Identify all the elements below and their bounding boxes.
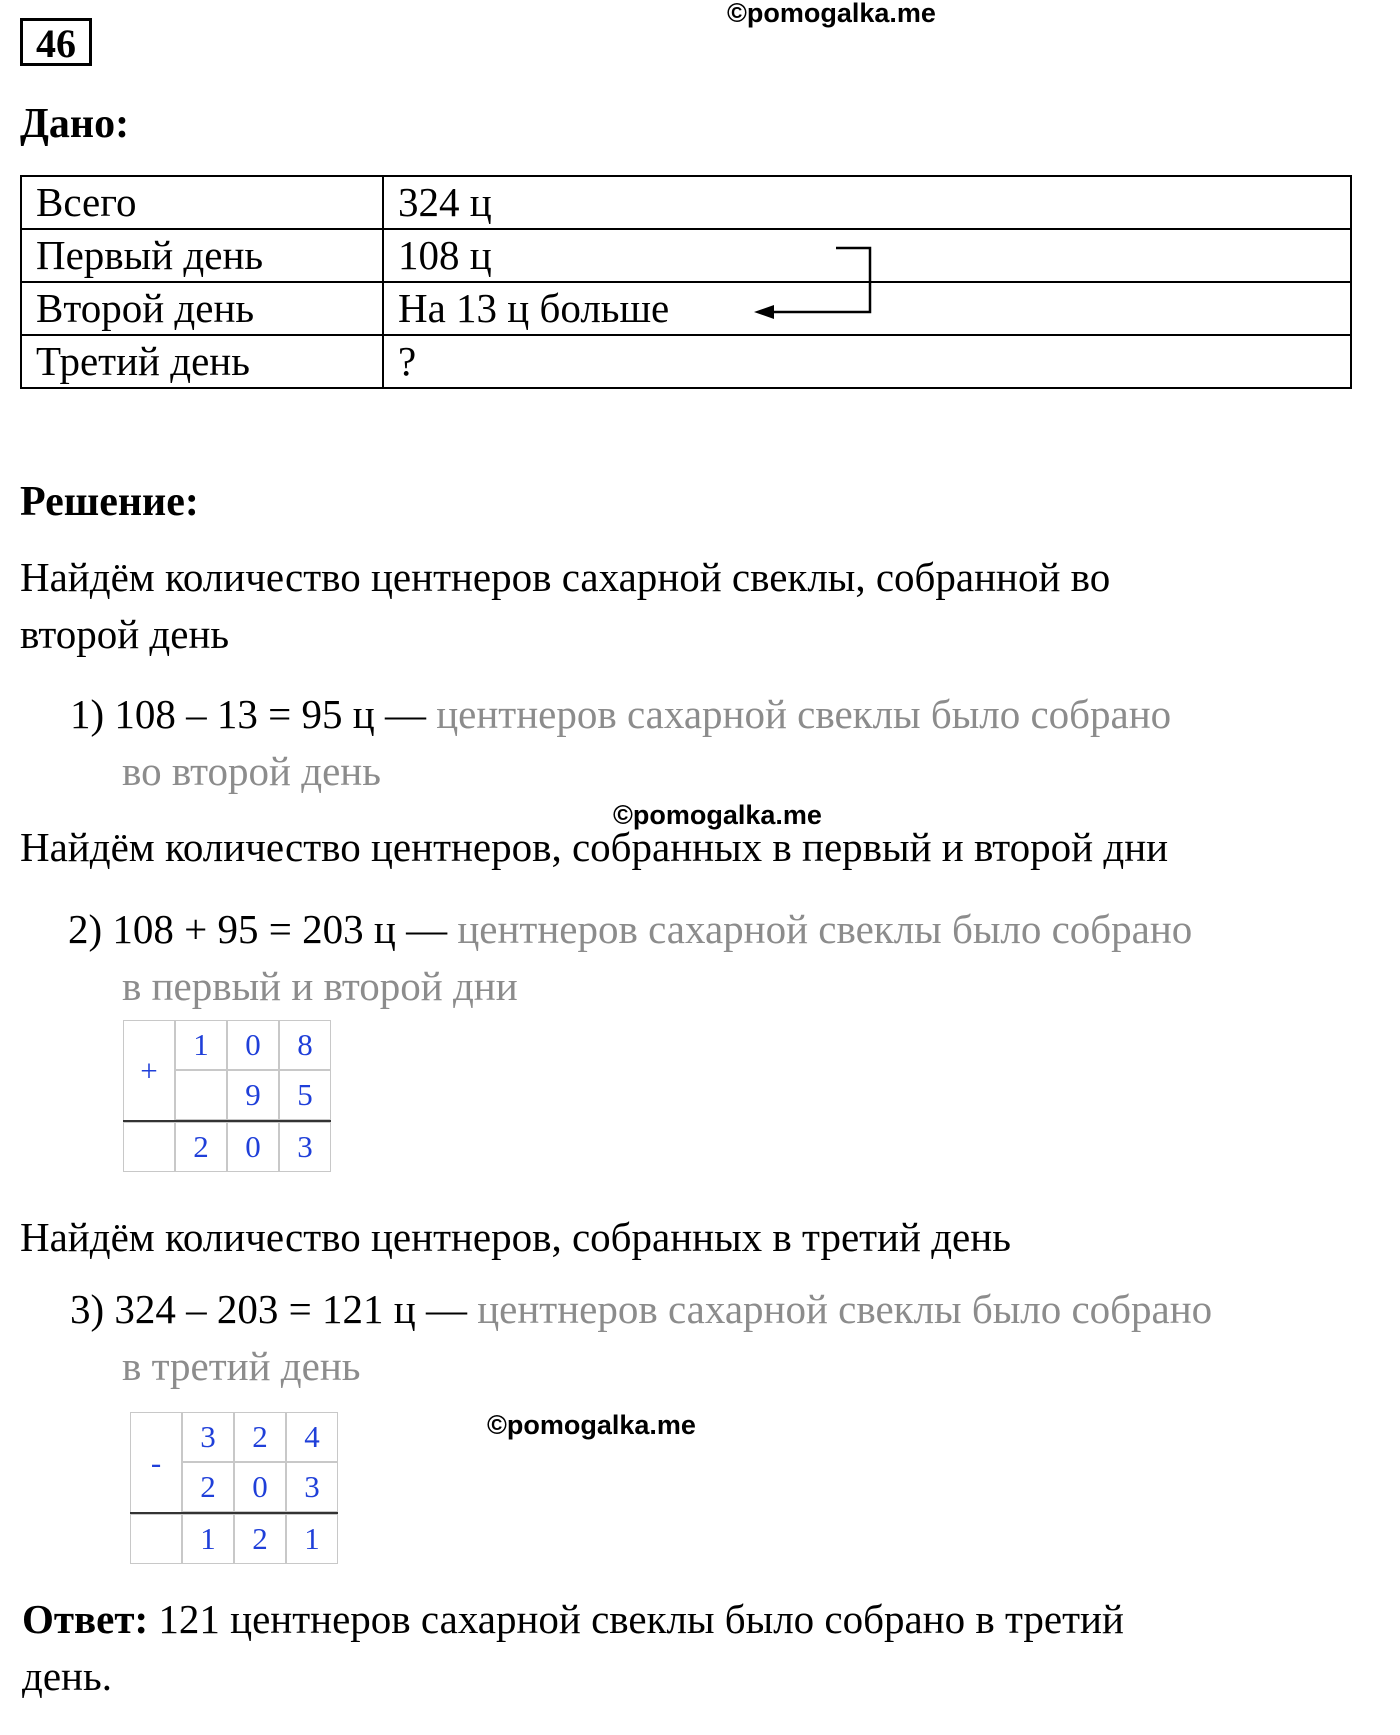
digit-cell: 8 bbox=[279, 1020, 331, 1070]
step3 bbox=[70, 1285, 1212, 1333]
row-label: Второй день bbox=[21, 282, 383, 335]
step3-expression: 3) 324 – 203 = 121 ц — bbox=[70, 1286, 467, 1332]
digit-cell: 0 bbox=[234, 1462, 286, 1512]
digit-cell: 3 bbox=[286, 1462, 338, 1512]
column-subtraction bbox=[130, 1412, 340, 1567]
given-title: Дано: bbox=[20, 101, 130, 147]
row-value: 324 ц bbox=[383, 176, 1351, 229]
digit-cell: 9 bbox=[227, 1070, 279, 1120]
step2 bbox=[68, 905, 1192, 953]
digit-cell: 0 bbox=[227, 1020, 279, 1070]
table-row bbox=[21, 176, 1351, 229]
digit-cell: 1 bbox=[175, 1020, 227, 1070]
empty-cell bbox=[130, 1514, 182, 1564]
step3-description-line2: в третий день bbox=[122, 1343, 361, 1389]
answer-label: Ответ: bbox=[22, 1596, 149, 1642]
solution-title: Решение: bbox=[20, 479, 199, 525]
digit-cell bbox=[175, 1070, 227, 1120]
result-digit: 1 bbox=[182, 1514, 234, 1564]
watermark-middle: ©pomogalka.me bbox=[613, 800, 822, 830]
step1 bbox=[70, 690, 1171, 738]
step3-description: центнеров сахарной свеклы было собрано bbox=[477, 1286, 1213, 1332]
row-value: ? bbox=[383, 335, 1351, 388]
answer bbox=[22, 1595, 1124, 1643]
result-digit: 2 bbox=[234, 1514, 286, 1564]
problem-number: 46 bbox=[20, 18, 92, 66]
plus-sign: + bbox=[140, 1053, 158, 1088]
digit-cell: 2 bbox=[182, 1462, 234, 1512]
answer-text-line2: день. bbox=[22, 1653, 112, 1699]
step1-expression: 1) 108 – 13 = 95 ц — bbox=[70, 691, 426, 737]
watermark-top: ©pomogalka.me bbox=[727, 0, 936, 28]
row-value: 108 ц bbox=[383, 229, 1351, 282]
row-label: Первый день bbox=[21, 229, 383, 282]
result-digit: 2 bbox=[175, 1122, 227, 1172]
operator-cell bbox=[130, 1412, 182, 1512]
intro-step1-line2: второй день bbox=[20, 611, 230, 657]
empty-cell bbox=[123, 1122, 175, 1172]
result-digit: 1 bbox=[286, 1514, 338, 1564]
digit-cell: 2 bbox=[234, 1412, 286, 1462]
step2-description: центнеров сахарной свеклы было собрано bbox=[457, 906, 1193, 952]
step1-description: центнеров сахарной свеклы было собрано bbox=[436, 691, 1172, 737]
table-row bbox=[21, 229, 1351, 282]
answer-text: 121 центнеров сахарной свеклы было собрано в третий bbox=[148, 1596, 1124, 1642]
given-table bbox=[20, 175, 1352, 389]
step2-expression: 2) 108 + 95 = 203 ц — bbox=[68, 906, 448, 952]
intro-step2: Найдём количество центнеров, собранных в первый и второй дни bbox=[20, 824, 1169, 870]
watermark-bottom: ©pomogalka.me bbox=[487, 1410, 696, 1440]
result-digit: 3 bbox=[279, 1122, 331, 1172]
intro-step3: Найдём количество центнеров, собранных в третий день bbox=[20, 1214, 1011, 1260]
table-row bbox=[21, 282, 1351, 335]
table-row bbox=[21, 335, 1351, 388]
row-label: Третий день bbox=[21, 335, 383, 388]
result-digit: 0 bbox=[227, 1122, 279, 1172]
digit-cell: 4 bbox=[286, 1412, 338, 1462]
operator-cell bbox=[123, 1020, 175, 1120]
intro-step1-line1: Найдём количество центнеров сахарной свеклы, собранной во bbox=[20, 554, 1111, 600]
digit-cell: 5 bbox=[279, 1070, 331, 1120]
digit-cell: 3 bbox=[182, 1412, 234, 1462]
step1-description-line2: во второй день bbox=[122, 748, 381, 794]
column-addition bbox=[123, 1020, 333, 1175]
comparison-arrow-icon bbox=[740, 240, 880, 320]
row-label: Всего bbox=[21, 176, 383, 229]
row-value: На 13 ц больше bbox=[383, 282, 1351, 335]
step2-description-line2: в первый и второй дни bbox=[122, 963, 518, 1009]
minus-sign: - bbox=[150, 1445, 162, 1480]
